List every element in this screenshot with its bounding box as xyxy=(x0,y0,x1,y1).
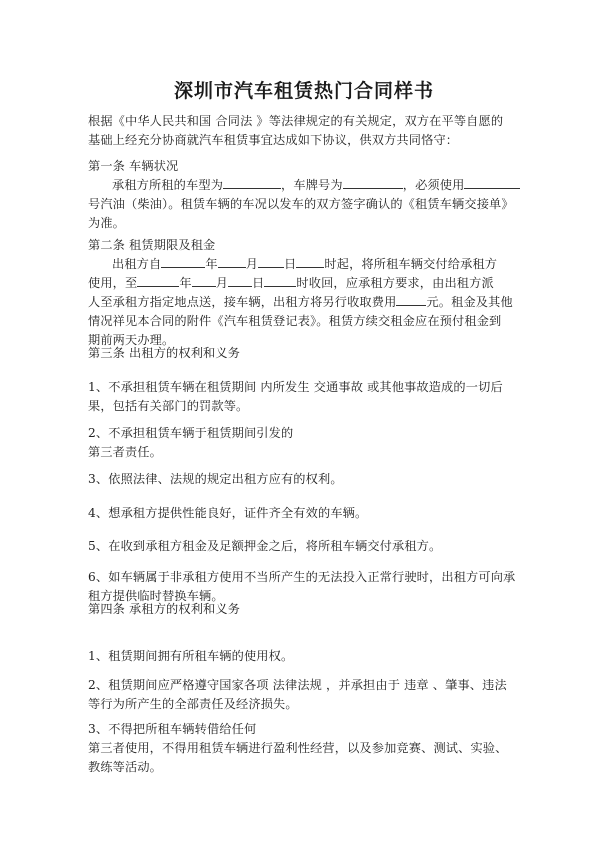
text: ，必须使用 xyxy=(402,178,465,192)
text: 承租方所租的车型为 xyxy=(112,178,224,192)
article-3-item-3: 3、依照法律、法规的规定出租方应有的权利。 xyxy=(88,472,343,486)
article-2-line-5: 期前两天办理。 xyxy=(88,333,175,347)
text: 年 xyxy=(179,276,192,290)
article-2-line-3 xyxy=(88,293,520,312)
article-2-heading: 第二条 租赁期限及租金 xyxy=(88,238,216,252)
item-line: 第三者责任。 xyxy=(88,445,163,459)
item-line: 6、如车辆属于非承租方使用不当所产生的无法投入正常行驶时，出租方可向承 xyxy=(88,570,516,584)
start-day-blank[interactable] xyxy=(258,255,284,268)
end-month-blank[interactable] xyxy=(192,274,216,287)
article-4-item-3 xyxy=(88,720,520,777)
article-1-body xyxy=(88,176,520,233)
text: 月 xyxy=(215,276,229,290)
article-2-line-1 xyxy=(88,255,520,274)
delivery-fee-blank[interactable] xyxy=(396,293,426,306)
start-year-blank[interactable] xyxy=(161,255,205,268)
item-line: 2、不承担租赁车辆于租赁期间引发的 xyxy=(88,426,294,440)
intro-line-1: 根据《中华人民共和国 合同法 》等法律规定的有关规定，双方在平等自愿的 xyxy=(88,114,504,128)
article-1-line-3: 为准。 xyxy=(88,216,126,230)
text: 人至承租方指定地点送，接车辆，出租方将另行收取费用 xyxy=(88,295,397,309)
article-2-line-2 xyxy=(88,274,520,293)
article-3-heading: 第三条 出租方的权利和义务 xyxy=(88,346,241,360)
article-3-item-5: 5、在收到承租方租金及足额押金之后，将所租车辆交付承租方。 xyxy=(88,539,442,553)
car-model-blank[interactable] xyxy=(223,176,281,189)
item-line: 果，包括有关部门的罚款等。 xyxy=(88,399,249,413)
fuel-grade-blank[interactable] xyxy=(464,176,520,189)
item-line: 等行为所产生的全部责任及经济损失。 xyxy=(88,697,298,711)
article-4-item-2 xyxy=(88,676,520,714)
text: 时起，将所租车辆交付给承租方 xyxy=(324,257,498,271)
text: 元。租金及其他 xyxy=(426,295,513,309)
text: 使用，至 xyxy=(88,276,138,290)
intro-paragraph xyxy=(88,112,520,150)
text: 日 xyxy=(284,257,297,271)
document-title: 深圳市汽车租赁热门合同样书 xyxy=(173,80,434,102)
article-1-line-2: 号汽油（柴油）。租赁车辆的车况以发车的双方签字确认的《租赁车辆交接单》 xyxy=(88,197,514,211)
item-line: 教练等活动。 xyxy=(88,760,163,774)
text: 月 xyxy=(245,257,259,271)
article-4-heading: 第四条 承租方的权利和义务 xyxy=(88,602,241,616)
intro-line-2: 基础上经充分协商就汽车租赁事宜达成如下协议，供双方共同恪守： xyxy=(88,133,459,147)
end-day-blank[interactable] xyxy=(228,274,252,287)
item-line: 第三者使用，不得用租赁车辆进行盈利性经营，以及参加竞赛、测试、实验、 xyxy=(88,741,508,755)
plate-number-blank[interactable] xyxy=(343,176,403,189)
item-line: 1、不承担租赁车辆在租赁期间 内所发生 交通事故 或其他事故造成的一切后 xyxy=(88,380,503,394)
article-4-item-1: 1、租赁期间拥有所租车辆的使用权。 xyxy=(88,649,294,663)
article-3-item-4: 4、想承租方提供性能良好，证件齐全有效的车辆。 xyxy=(88,506,368,520)
text: 出租方自 xyxy=(112,257,162,271)
end-hour-blank[interactable] xyxy=(264,274,296,287)
item-line: 租方提供临时替换车辆。 xyxy=(88,589,224,603)
text: 日 xyxy=(252,276,265,290)
end-year-blank[interactable] xyxy=(137,274,179,287)
article-3-item-2 xyxy=(88,424,520,462)
article-2-body xyxy=(88,255,520,350)
item-line: 3、不得把所租车辆转借给任何 xyxy=(88,722,257,736)
article-1-line-1 xyxy=(88,176,520,195)
text: ，车牌号为 xyxy=(281,178,343,192)
article-3-item-1 xyxy=(88,378,520,416)
start-month-blank[interactable] xyxy=(218,255,246,268)
item-line: 2、租赁期间应严格遵守国家各项 法律法规 ，并承担由于 违章 、肇事、违法 xyxy=(88,678,507,692)
text: 时收回，应承租方要求，由出租方派 xyxy=(296,276,494,290)
start-hour-blank[interactable] xyxy=(296,255,324,268)
article-2-line-4: 情况祥见本合同的附件《汽车租赁登记表》。租赁方续交租金应在预付租金到 xyxy=(88,314,502,328)
article-1-heading: 第一条 车辆状况 xyxy=(88,159,179,173)
text: 年 xyxy=(205,257,218,271)
